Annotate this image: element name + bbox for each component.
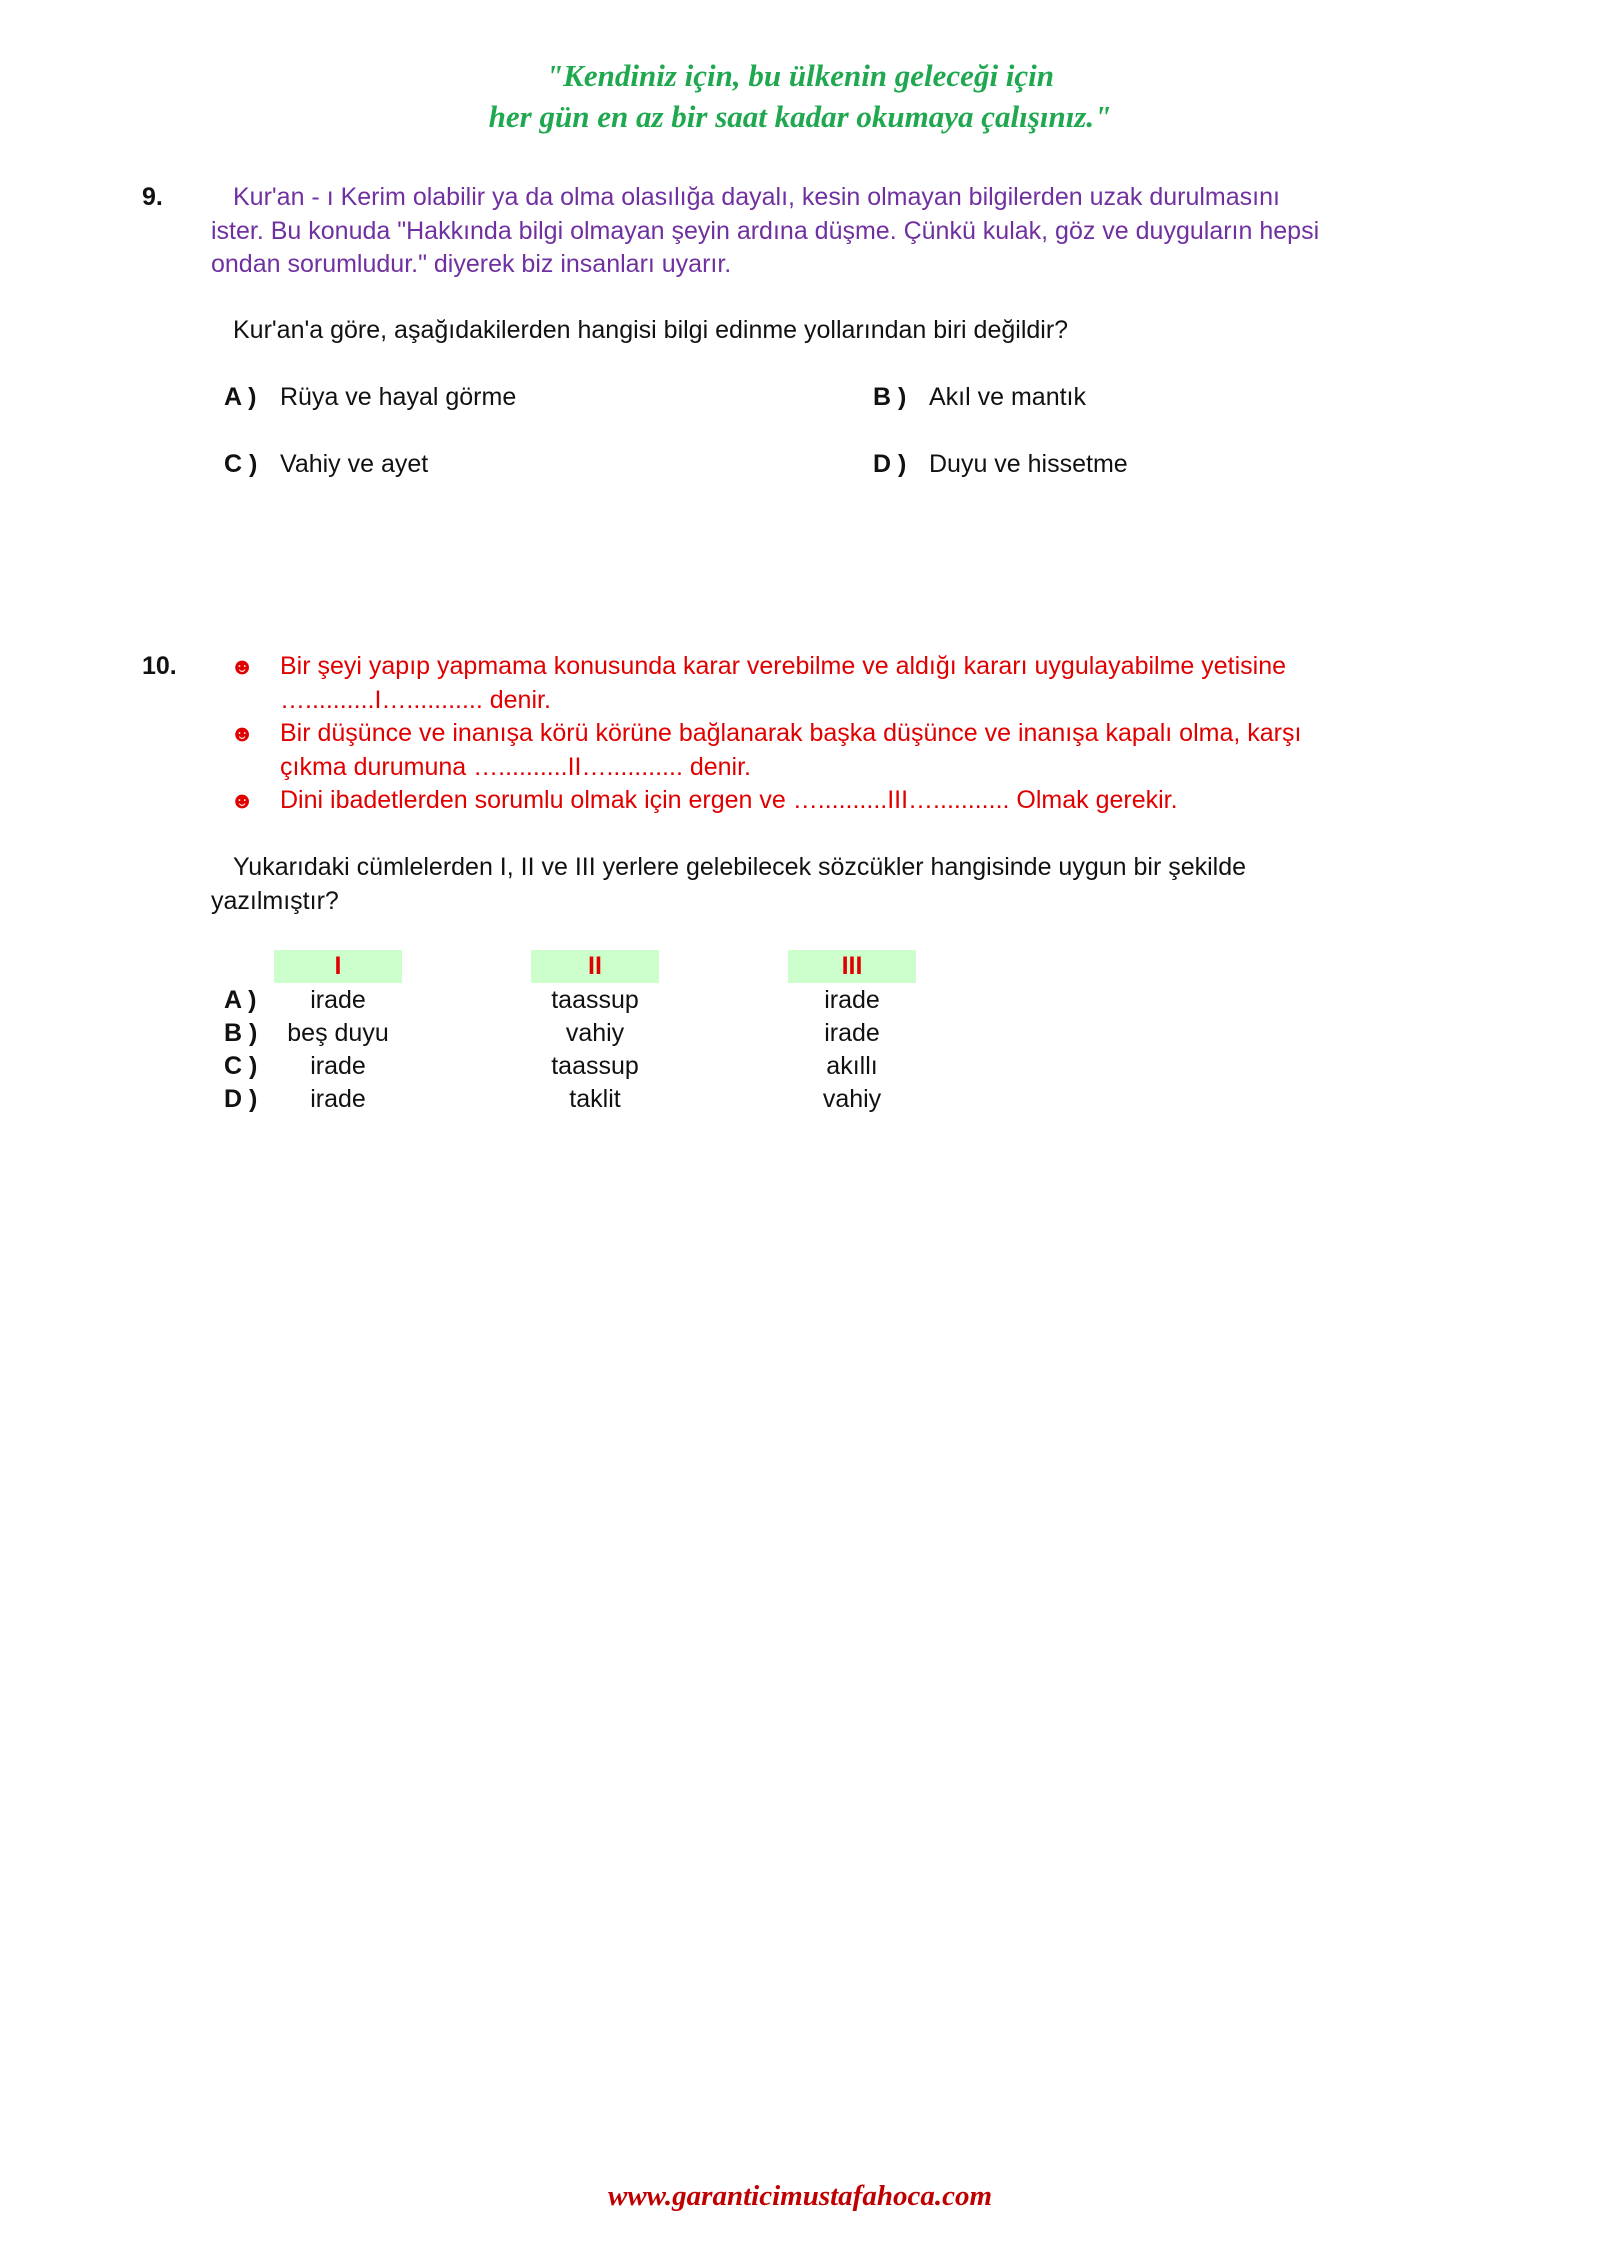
statement-1-line-2: …..........I…........... denir. [280, 685, 551, 714]
table-header-i: I [274, 950, 402, 983]
smiley-bullet-icon: ☻ [230, 720, 255, 746]
option-text: Duyu ve hissetme [929, 450, 1128, 478]
quote-line-2: her gün en az bir saat kadar okumaya çalışınız." [488, 99, 1112, 134]
passage-line-3: ondan sorumludur." diyerek biz insanları uyarır. [211, 250, 732, 278]
smiley-bullet-icon: ☻ [230, 787, 255, 813]
statement-3-line-1: Dini ibadetlerden sorumlu olmak için ergen ve …..........III…........... Olmak gerekir. [280, 786, 1178, 814]
row-letter: C ) [224, 1052, 258, 1080]
table-cell: vahiy [822, 1085, 882, 1113]
row-letter: D ) [224, 1085, 258, 1113]
question-9-number: 9. [142, 183, 163, 211]
option-c[interactable] [224, 450, 428, 479]
table-cell: akıllı [826, 1052, 878, 1080]
option-letter: B ) [873, 383, 907, 411]
passage-line-1: Kur'an - ı Kerim olabilir ya da olma olasılığa dayalı, kesin olmayan bilgilerden uzak durulmasını [233, 183, 1280, 211]
row-letter: B ) [224, 1019, 258, 1047]
table-cell: vahiy [565, 1019, 625, 1047]
question-10-number: 10. [142, 652, 177, 680]
question-9-stem: Kur'an'a göre, aşağıdakilerden hangisi bilgi edinme yollarından biri değildir? [233, 316, 1069, 344]
option-a[interactable] [224, 383, 516, 412]
option-letter: A ) [224, 383, 257, 411]
statement-2 [280, 717, 1480, 784]
table-cell: irade [310, 1052, 366, 1080]
stem-line-1: Yukarıdaki cümlelerden I, II ve III yerlere gelebilecek sözcükler hangisinde uygun bir şekilde [233, 853, 1247, 881]
table-header-ii: II [531, 950, 659, 983]
question-9-passage [211, 181, 1461, 282]
option-text: Rüya ve hayal görme [280, 383, 517, 411]
motivational-quote [0, 55, 1600, 137]
table-cell: taassup [551, 986, 639, 1014]
row-letter: A ) [224, 986, 257, 1014]
option-text: Akıl ve mantık [929, 383, 1086, 411]
website-link[interactable]: www.garanticimustafahoca.com [607, 2180, 993, 2212]
option-text: Vahiy ve ayet [280, 450, 429, 478]
statement-2-line-1: Bir düşünce ve inanışa körü körüne bağlanarak başka düşünce ve inanışa kapalı olma, karşı [280, 719, 1302, 747]
quote-line-1: "Kendiniz için, bu ülkenin geleceği için [545, 58, 1055, 93]
option-letter: C ) [224, 450, 258, 478]
table-header-iii: III [788, 950, 916, 983]
table-cell: irade [310, 986, 366, 1014]
smiley-bullet-icon: ☻ [230, 653, 255, 679]
table-cell: beş duyu [287, 1019, 389, 1047]
statement-2-line-2: çıkma durumuna …..........II…........... denir. [280, 752, 751, 781]
table-cell: taassup [551, 1052, 639, 1080]
passage-line-2: ister. Bu konuda "Hakkında bilgi olmayan şeyin ardına düşme. Çünkü kulak, göz ve duyguların hepsi [211, 216, 1320, 245]
statement-3 [280, 784, 1480, 818]
question-10-stem [211, 851, 1461, 918]
option-b[interactable] [873, 383, 1086, 412]
option-d[interactable] [873, 450, 1128, 479]
table-cell: irade [824, 986, 880, 1014]
statement-1 [280, 650, 1480, 717]
statement-1-line-1: Bir şeyi yapıp yapmama konusunda karar verebilme ve aldığı kararı uygulayabilme yetisine [280, 652, 1287, 680]
stem-line-2: yazılmıştır? [211, 886, 339, 915]
table-cell: irade [824, 1019, 880, 1047]
option-letter: D ) [873, 450, 907, 478]
table-cell: irade [310, 1085, 366, 1113]
table-cell: taklit [569, 1085, 621, 1113]
